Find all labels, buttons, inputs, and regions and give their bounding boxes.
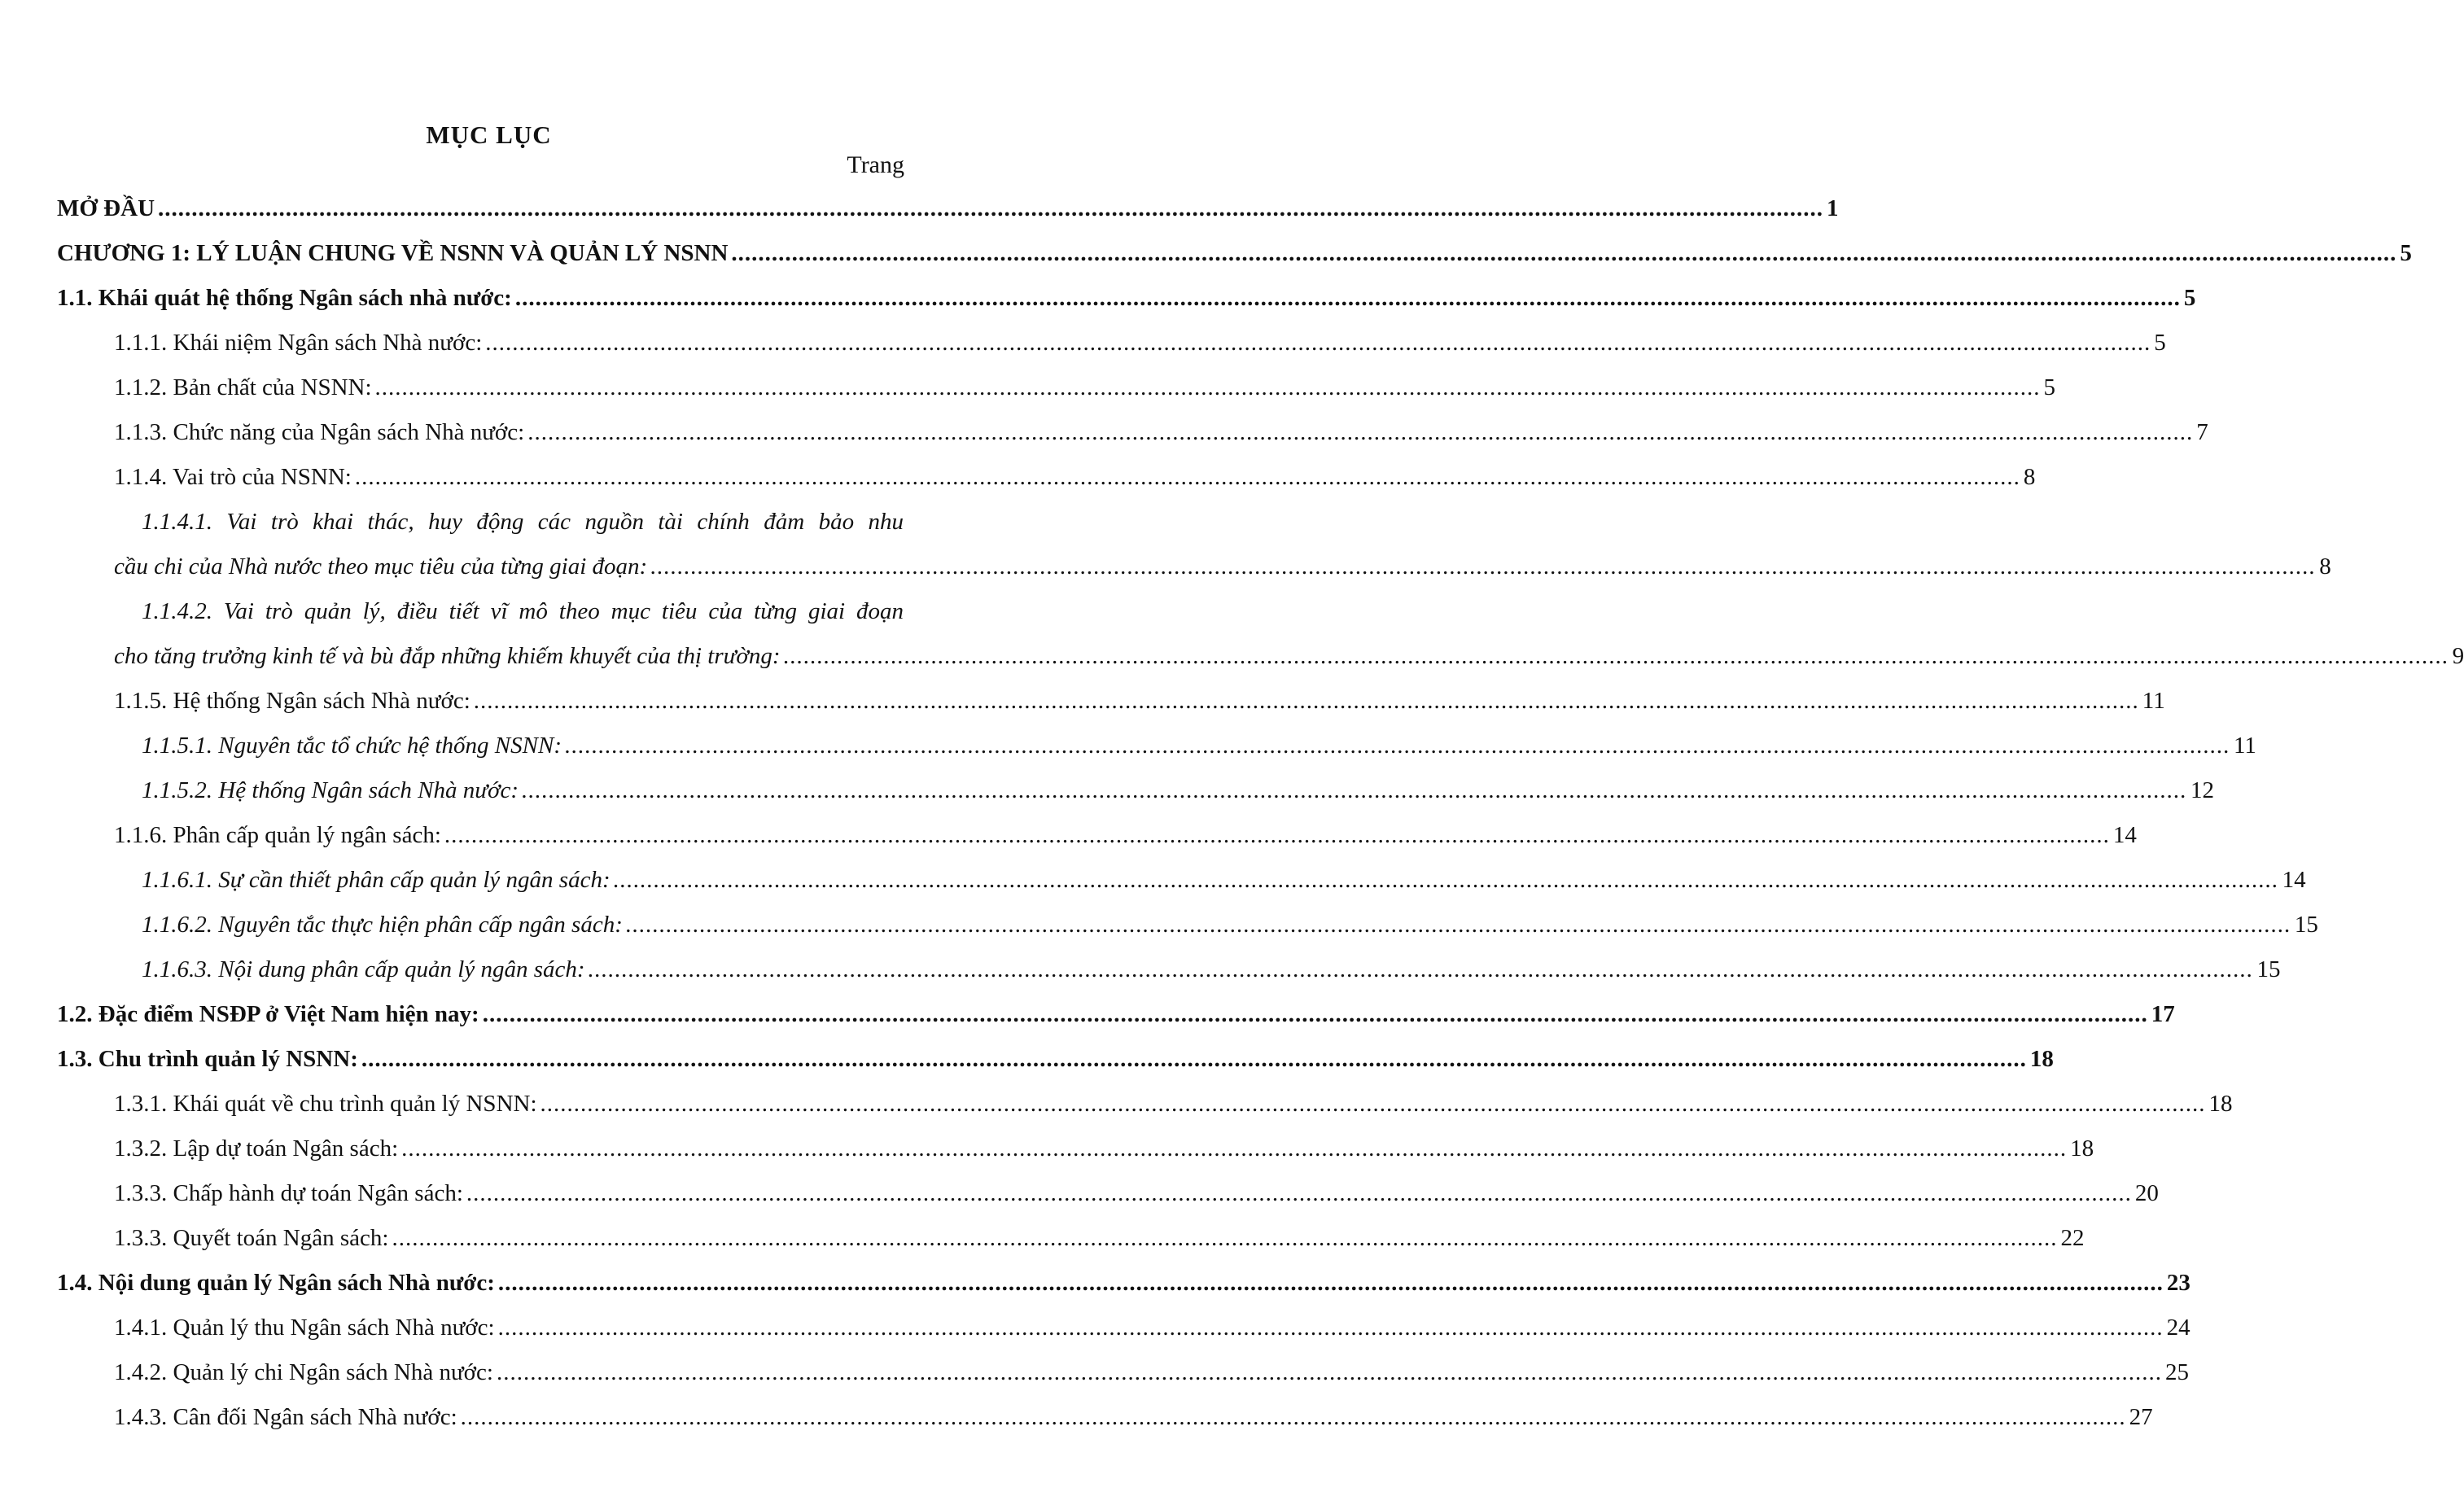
dot-leader (485, 330, 2151, 357)
toc-entry-label: 1.3.2. Lập dự toán Ngân sách: (114, 1135, 399, 1162)
toc-entry[interactable] (57, 777, 2215, 822)
dot-leader (498, 1315, 2164, 1341)
toc-entry[interactable] (57, 195, 1839, 240)
toc-entry[interactable] (57, 1404, 2153, 1449)
toc-entry[interactable] (57, 1270, 2190, 1315)
toc-entry-label: 1.1. Khái quát hệ thống Ngân sách nhà nước: (57, 285, 512, 311)
toc-entry-label: 1.4.3. Cân đối Ngân sách Nhà nước: (114, 1404, 457, 1430)
dot-leader (392, 1225, 2057, 1252)
dot-leader (650, 553, 2316, 580)
toc-entry-first-line[interactable]: 1.1.4.2. Vai trò quản lý, điều tiết vĩ mô theo mục tiêu của từng giai đoạn (142, 598, 904, 624)
toc-entry-label: 1.3.3. Quyết toán Ngân sách: (114, 1225, 389, 1251)
dot-leader (466, 1180, 2132, 1207)
toc-entry[interactable] (57, 419, 2208, 464)
toc-entry[interactable] (57, 553, 2331, 598)
toc-entry[interactable] (57, 912, 2318, 956)
toc-entry[interactable] (57, 1180, 2159, 1225)
toc-entry-label: 1.1.5.1. Nguyên tắc tổ chức hệ thống NSNN: (142, 733, 562, 759)
toc-entry-label: 1.1.6. Phân cấp quản lý ngân sách: (114, 822, 441, 848)
toc-entry-page: 5 (2183, 285, 2196, 311)
dot-leader (614, 867, 2279, 894)
page-column-label: Trang (847, 151, 904, 178)
toc-entry[interactable] (57, 1001, 2175, 1046)
toc-entry-page: 5 (2043, 374, 2056, 400)
toc-entry-label: CHƯƠNG 1: LÝ LUẬN CHUNG VỀ NSNN VÀ QUẢN LÝ NSNN (57, 240, 729, 266)
toc-entry-label: 1.1.5. Hệ thống Ngân sách Nhà nước: (114, 688, 470, 714)
toc-entry[interactable] (57, 956, 2281, 1001)
toc-entry[interactable] (57, 1135, 2094, 1180)
toc-entry[interactable] (57, 285, 2196, 330)
toc-entry-page: 22 (2060, 1225, 2085, 1251)
page-title: MỤC LỤC (426, 120, 552, 149)
toc-entry-page: 7 (2196, 419, 2208, 445)
toc-entry-page: 27 (2129, 1404, 2153, 1430)
toc-entry-page: 15 (2256, 956, 2281, 982)
dot-leader (731, 240, 2396, 267)
toc-entry-label: 1.4. Nội dung quản lý Ngân sách Nhà nước: (57, 1270, 495, 1296)
toc-entry-label: 1.2. Đặc điểm NSĐP ở Việt Nam hiện nay: (57, 1001, 479, 1027)
toc-entry[interactable] (57, 1315, 2190, 1359)
toc-entry-label: 1.1.2. Bản chất của NSNN: (114, 374, 372, 400)
toc-entry[interactable] (57, 1225, 2085, 1270)
dot-leader (527, 419, 2193, 446)
toc-entry-label: 1.1.1. Khái niệm Ngân sách Nhà nước: (114, 330, 483, 356)
toc-entry-page: 20 (2134, 1180, 2159, 1206)
toc-entry-page: 18 (2070, 1135, 2094, 1162)
toc-entry-label: 1.1.4. Vai trò của NSNN: (114, 464, 352, 490)
toc-entry-label: 1.3.3. Chấp hành dự toán Ngân sách: (114, 1180, 463, 1206)
dot-leader (461, 1404, 2126, 1431)
dot-leader (158, 195, 1823, 222)
toc-entry-page: 5 (2400, 240, 2412, 266)
toc-entry-page: 14 (2282, 867, 2306, 893)
toc-entry-page: 1 (1827, 195, 1839, 221)
toc-entry-page: 15 (2294, 912, 2318, 938)
toc-entry[interactable] (57, 733, 2256, 777)
table-of-contents (57, 195, 2464, 1449)
toc-entry-label: cho tăng trưởng kinh tế và bù đắp những khiếm khuyết của thị trường: (114, 643, 781, 669)
toc-entry[interactable] (57, 643, 2464, 688)
dot-leader (565, 733, 2230, 759)
dot-leader (474, 688, 2139, 715)
toc-entry-label: MỞ ĐẦU (57, 195, 155, 221)
toc-entry[interactable] (57, 330, 2166, 374)
toc-entry-page: 24 (2166, 1315, 2190, 1341)
toc-entry-page: 17 (2151, 1001, 2175, 1027)
toc-entry[interactable] (57, 464, 2036, 509)
toc-entry-label: 1.1.3. Chức năng của Ngân sách Nhà nước: (114, 419, 525, 445)
toc-entry-page: 23 (2166, 1270, 2190, 1296)
dot-leader (355, 464, 2020, 491)
toc-entry-page: 11 (2142, 688, 2165, 714)
toc-entry[interactable] (57, 822, 2137, 867)
dot-leader (589, 956, 2254, 983)
toc-entry[interactable] (57, 1359, 2189, 1404)
dot-leader (483, 1001, 2148, 1028)
toc-entry-page: 5 (2154, 330, 2166, 356)
dot-leader (522, 777, 2187, 804)
toc-entry[interactable] (57, 1091, 2233, 1135)
toc-entry-label: cầu chi của Nhà nước theo mục tiêu của từng giai đoạn: (114, 553, 648, 580)
dot-leader (444, 822, 2110, 849)
dot-leader (515, 285, 2181, 312)
toc-entry-label: 1.4.2. Quản lý chi Ngân sách Nhà nước: (114, 1359, 493, 1385)
toc-entry-label: 1.1.5.2. Hệ thống Ngân sách Nhà nước: (142, 777, 519, 803)
toc-entry-first-line[interactable]: 1.1.4.1. Vai trò khai thác, huy động các nguồn tài chính đảm bảo nhu (142, 509, 904, 535)
dot-leader (497, 1359, 2162, 1386)
toc-entry-page: 18 (2208, 1091, 2233, 1117)
dot-leader (541, 1091, 2206, 1118)
toc-entry-label: 1.1.6.3. Nội dung phân cấp quản lý ngân sách: (142, 956, 585, 982)
toc-entry[interactable] (57, 240, 2412, 285)
dot-leader (361, 1046, 2027, 1073)
toc-entry-page: 18 (2029, 1046, 2054, 1072)
toc-entry-page: 25 (2164, 1359, 2189, 1385)
toc-entry-page: 8 (2023, 464, 2036, 490)
toc-entry[interactable] (57, 867, 2306, 912)
toc-entry-label: 1.1.6.2. Nguyên tắc thực hiện phân cấp ngân sách: (142, 912, 623, 938)
toc-entry-label: 1.3. Chu trình quản lý NSNN: (57, 1046, 358, 1072)
toc-entry-label: 1.4.1. Quản lý thu Ngân sách Nhà nước: (114, 1315, 495, 1341)
dot-leader (498, 1270, 2164, 1297)
toc-entry[interactable] (57, 1046, 2054, 1091)
toc-entry-label: 1.1.6.1. Sự cần thiết phân cấp quản lý ngân sách: (142, 867, 611, 893)
toc-entry[interactable] (57, 374, 2056, 419)
dot-leader (626, 912, 2291, 938)
toc-entry-page: 8 (2319, 553, 2331, 580)
toc-entry-page: 14 (2112, 822, 2137, 848)
toc-entry-label: 1.3.1. Khái quát về chu trình quản lý NSNN: (114, 1091, 537, 1117)
toc-entry-page: 12 (2190, 777, 2215, 803)
dot-leader (784, 643, 2449, 670)
toc-entry[interactable] (57, 688, 2165, 733)
dot-leader (401, 1135, 2067, 1162)
toc-entry-page: 11 (2234, 733, 2256, 759)
dot-leader (375, 374, 2041, 401)
toc-entry-page: 9 (2452, 643, 2464, 669)
